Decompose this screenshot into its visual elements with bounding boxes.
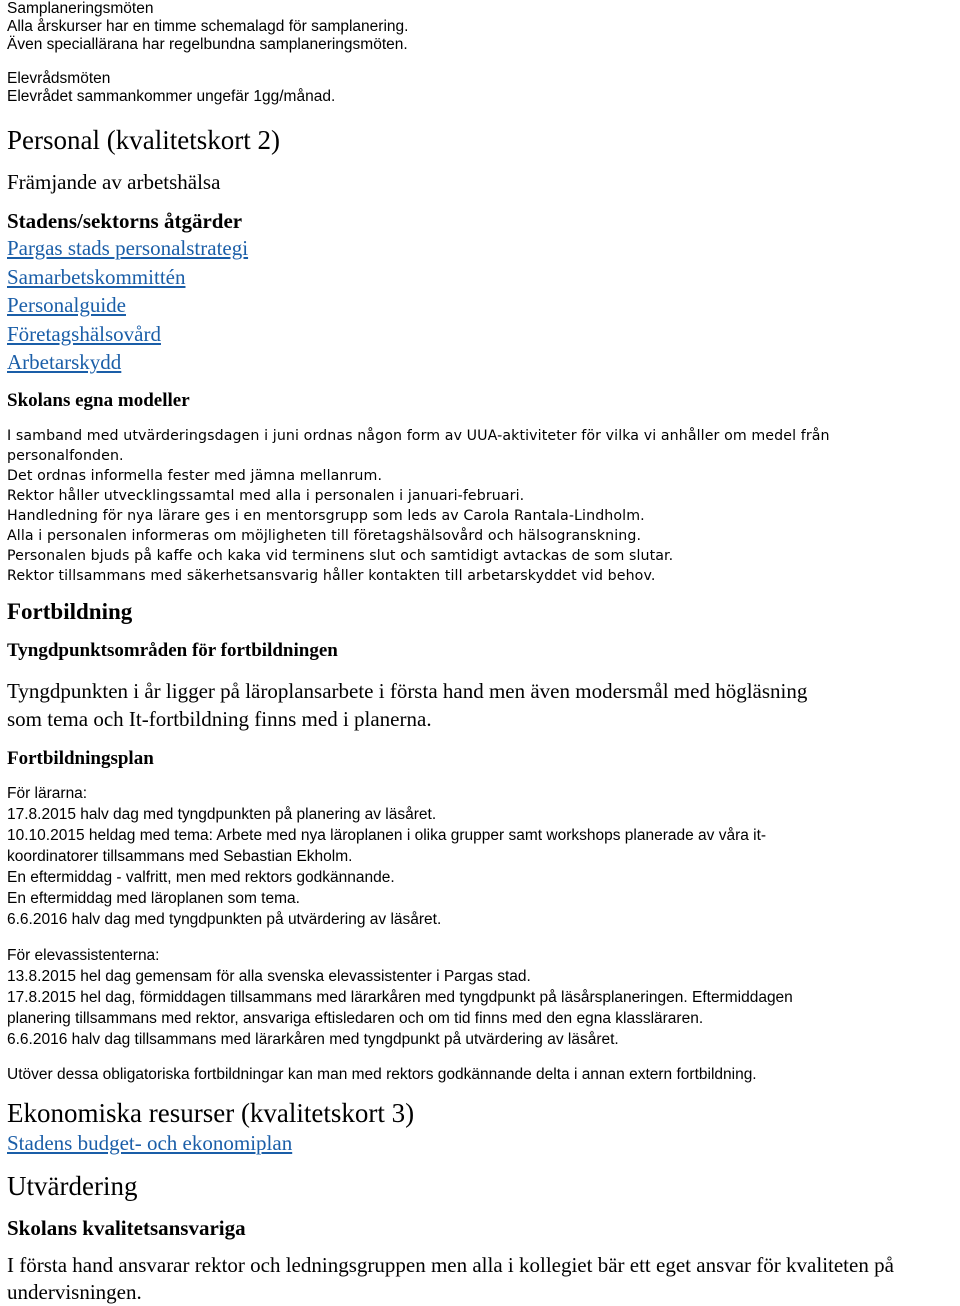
personal-subtitle: Främjande av arbetshälsa xyxy=(7,170,221,194)
link-personalguide[interactable]: Personalguide xyxy=(7,293,126,317)
link-arbetarskydd[interactable]: Arbetarskydd xyxy=(7,350,122,374)
teachers-line: 10.10.2015 heldag med tema: Arbete med nya läroplanen i olika grupper samt workshops planerade av våra it- xyxy=(7,827,767,844)
personal-title: Personal (kvalitetskort 2) xyxy=(7,125,280,155)
assistants-line: 6.6.2016 halv dag tillsammans med lärarkåren med tyngdpunkt på utvärdering av läsåret. xyxy=(7,1031,619,1048)
teachers-line: koordinatorer tillsammans med Sebastian Ekholm. xyxy=(7,848,353,865)
models-line: Personalen bjuds på kaffe och kaka vid terminens slut och samtidigt avtackas de som slutar. xyxy=(7,548,674,564)
assistants-line: planering tillsammans med rektor, ansvariga eftisledaren och om tid finns med den egna klassläraren. xyxy=(7,1010,704,1027)
models-line: Alla i personalen informeras om möjligheten till företagshälsovård och hälsogranskning. xyxy=(7,528,642,544)
link-foretagshalsovard[interactable]: Företagshälsovård xyxy=(7,321,161,346)
models-line: Rektor håller utvecklingssamtal med alla i personalen i januari-februari. xyxy=(7,488,525,504)
responsible-heading: Skolans kvalitetsansvariga xyxy=(7,1216,246,1240)
models-line: Rektor tillsammans med säkerhetsansvarig håller kontakten till arbetarskyddet vid behov. xyxy=(7,568,656,584)
responsible-line: I första hand ansvarar rektor och ledningsgruppen men alla i kollegiet bär ett eget ansvar för kvaliteten på xyxy=(7,1253,894,1277)
focus-heading: Tyngdpunktsområden för fortbildningen xyxy=(7,640,338,661)
link-samarbetskommitten[interactable]: Samarbetskommittén xyxy=(7,264,186,289)
assistants-section xyxy=(7,945,957,1050)
assistants-line: 17.8.2015 hel dag, förmiddagen tillsammans med lärarkåren med tyngdpunkt på läsårsplaneringen. Eftermiddagen xyxy=(7,989,793,1006)
samplanering-section xyxy=(7,0,957,54)
assistants-line: 13.8.2015 hel dag gemensam för alla svenska elevassistenter i Pargas stad. xyxy=(7,968,531,985)
samplanering-line: Även speciallärana har regelbundna samplaneringsmöten. xyxy=(7,36,408,53)
extra-training-note: Utöver dessa obligatoriska fortbildningar kan man med rektors godkännande delta i annan extern fortbildning. xyxy=(7,1066,757,1083)
personal-links xyxy=(7,234,957,377)
teachers-line: 6.6.2016 halv dag med tyngdpunkten på utvärdering av läsåret. xyxy=(7,911,442,928)
focus-text xyxy=(7,677,957,733)
elevrad-heading: Elevrådsmöten xyxy=(7,70,111,87)
teachers-line: En eftermiddag med läroplanen som tema. xyxy=(7,890,300,907)
ekonomi-title: Ekonomiska resurser (kvalitetskort 3) xyxy=(7,1098,415,1128)
plan-heading: Fortbildningsplan xyxy=(7,748,154,769)
focus-line: som tema och It-fortbildning finns med i planerna. xyxy=(7,707,432,731)
models-heading: Skolans egna modeller xyxy=(7,390,190,411)
elevrad-section xyxy=(7,70,957,106)
fortbildning-title: Fortbildning xyxy=(7,599,133,624)
models-line: I samband med utvärderingsdagen i juni ordnas någon form av UUA-aktiviteter för vilka vi anhåller om medel från xyxy=(7,428,830,444)
models-text xyxy=(7,426,957,586)
link-budget[interactable]: Stadens budget- och ekonomiplan xyxy=(7,1131,293,1155)
responsible-text xyxy=(7,1252,957,1306)
responsible-line: undervisningen. xyxy=(7,1280,142,1304)
elevrad-line: Elevrådet sammankommer ungefär 1gg/månad. xyxy=(7,88,336,105)
teachers-line: 17.8.2015 halv dag med tyngdpunkten på planering av läsåret. xyxy=(7,806,437,823)
models-line: personalfonden. xyxy=(7,448,124,464)
samplanering-line: Alla årskurser har en timme schemalagd för samplanering. xyxy=(7,18,409,35)
teachers-heading: För lärarna: xyxy=(7,785,88,802)
teachers-line: En eftermiddag - valfritt, men med rektors godkännande. xyxy=(7,869,395,886)
models-line: Det ordnas informella fester med jämna mellanrum. xyxy=(7,468,383,484)
focus-line: Tyngdpunkten i år ligger på läroplansarbete i första hand men även modersmål med högläsning xyxy=(7,679,808,703)
link-personalstrategi[interactable]: Pargas stads personalstrategi xyxy=(7,236,249,260)
stad-heading: Stadens/sektorns åtgärder xyxy=(7,209,243,233)
utvardering-title: Utvärdering xyxy=(7,1171,138,1201)
teachers-section xyxy=(7,783,957,930)
assistants-heading: För elevassistenterna: xyxy=(7,947,160,964)
models-line: Handledning för nya lärare ges i en mentorsgrupp som leds av Carola Rantala-Lindholm. xyxy=(7,508,645,524)
samplanering-heading: Samplaneringsmöten xyxy=(7,0,154,17)
